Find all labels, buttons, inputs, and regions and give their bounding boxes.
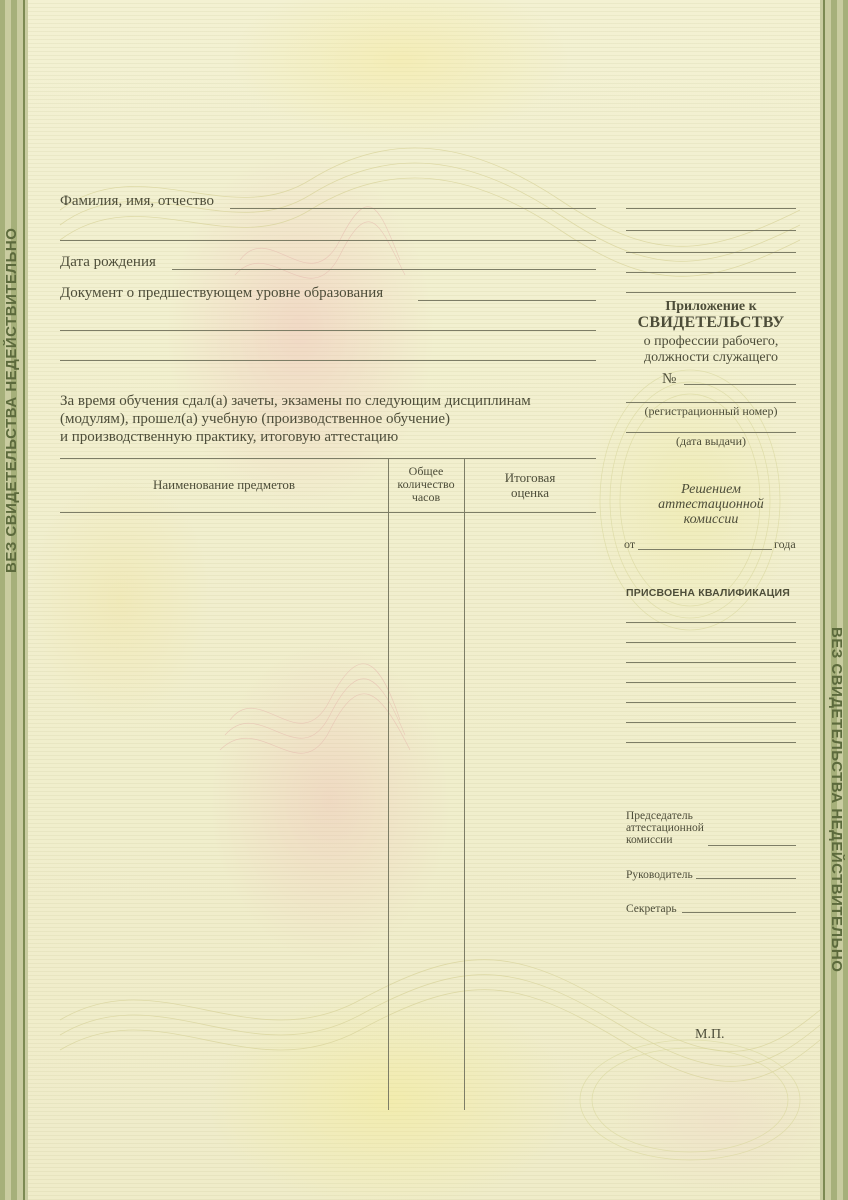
- table-header-hours-line-3: часов: [411, 490, 441, 504]
- issue-date-line[interactable]: [626, 432, 796, 433]
- decision-date-line[interactable]: [638, 549, 772, 550]
- fio-label: Фамилия, имя, отчество: [60, 193, 214, 209]
- secretary-label: Секретарь: [626, 903, 677, 915]
- decision-line-3: комиссии: [683, 512, 739, 527]
- study-text-line-1: За время обучения сдал(а) зачеты, экзамены по следующим дисциплинам: [60, 393, 531, 409]
- table-header-bottom-border: [60, 512, 596, 513]
- chairman-label-line-1: Председатель: [626, 810, 693, 822]
- head-label: Руководитель: [626, 869, 693, 881]
- qualification-line-6[interactable]: [626, 722, 796, 723]
- number-line[interactable]: [684, 384, 796, 385]
- issue-date-caption: (дата выдачи): [676, 434, 746, 448]
- prev-doc-line-3[interactable]: [60, 360, 596, 361]
- stamp-place: М.П.: [695, 1027, 725, 1042]
- study-text-line-3: и производственную практику, итоговую аттестацию: [60, 429, 399, 445]
- table-col-divider-1: [388, 458, 389, 1110]
- right-side-notice: ВЕЗ СВИДЕТЕЛЬСТВА НЕДЕЙСТВИТЕЛЬНО: [828, 627, 845, 973]
- date-from-label: от: [624, 537, 636, 551]
- prev-doc-line-1[interactable]: [418, 300, 596, 301]
- qualification-label: ПРИСВОЕНА КВАЛИФИКАЦИЯ: [626, 587, 791, 599]
- table-header-hours: [388, 465, 464, 504]
- birth-label: Дата рождения: [60, 254, 156, 270]
- chairman-label-line-2: аттестационной: [626, 822, 704, 834]
- table-header-grade-line-2: оценка: [510, 485, 550, 500]
- head-signature-line[interactable]: [696, 878, 796, 879]
- reg-number-caption: (регистрационный номер): [644, 404, 778, 418]
- chairman-label-line-3: комиссии: [626, 834, 673, 846]
- table-header-hours-line-2: количество: [397, 477, 455, 491]
- table-header-subjects: Наименование предметов: [152, 477, 296, 492]
- right-top-line-3: [626, 252, 796, 253]
- prev-doc-line-2[interactable]: [60, 330, 596, 331]
- right-top-line-4: [626, 272, 796, 273]
- secretary-signature-line[interactable]: [682, 912, 796, 913]
- fio-line-1[interactable]: [230, 208, 596, 209]
- birth-line[interactable]: [172, 269, 596, 270]
- right-top-line-5: [626, 292, 796, 293]
- prev-doc-label: Документ о предшествующем уровне образования: [60, 285, 384, 301]
- table-col-divider-2: [464, 458, 465, 1110]
- appendix-subtitle-line-2: должности служащего: [643, 350, 779, 365]
- chairman-label: [626, 810, 704, 846]
- study-text-line-2: (модулям), прошел(а) учебную (производственное обучение): [60, 411, 450, 427]
- chairman-signature-line[interactable]: [708, 845, 796, 846]
- table-top-border: [60, 458, 596, 459]
- table-header-grade-line-1: Итоговая: [504, 470, 556, 485]
- appendix-subtitle-line-1: о профессии рабочего,: [643, 334, 779, 349]
- qualification-line-1[interactable]: [626, 622, 796, 623]
- qualification-line-2[interactable]: [626, 642, 796, 643]
- qualification-line-3[interactable]: [626, 662, 796, 663]
- table-header-hours-line-1: Общее: [408, 464, 444, 478]
- qualification-line-5[interactable]: [626, 702, 796, 703]
- date-year-label: года: [774, 537, 796, 551]
- left-side-notice: ВЕЗ СВИДЕТЕЛЬСТВА НЕДЕЙСТВИТЕЛЬНО: [3, 227, 20, 573]
- right-top-line-1: [626, 208, 796, 209]
- decision-line-1: Решением: [681, 482, 741, 497]
- appendix-title: Приложение к: [665, 299, 757, 314]
- appendix-title-main: СВИДЕТЕЛЬСТВУ: [637, 314, 785, 331]
- number-sign: №: [662, 371, 677, 387]
- table-header-grade: [464, 470, 596, 500]
- qualification-line-7[interactable]: [626, 742, 796, 743]
- qualification-line-4[interactable]: [626, 682, 796, 683]
- fio-line-2[interactable]: [60, 240, 596, 241]
- reg-number-line[interactable]: [626, 402, 796, 403]
- decision-line-2: аттестационной: [658, 497, 764, 512]
- right-top-line-2: [626, 230, 796, 231]
